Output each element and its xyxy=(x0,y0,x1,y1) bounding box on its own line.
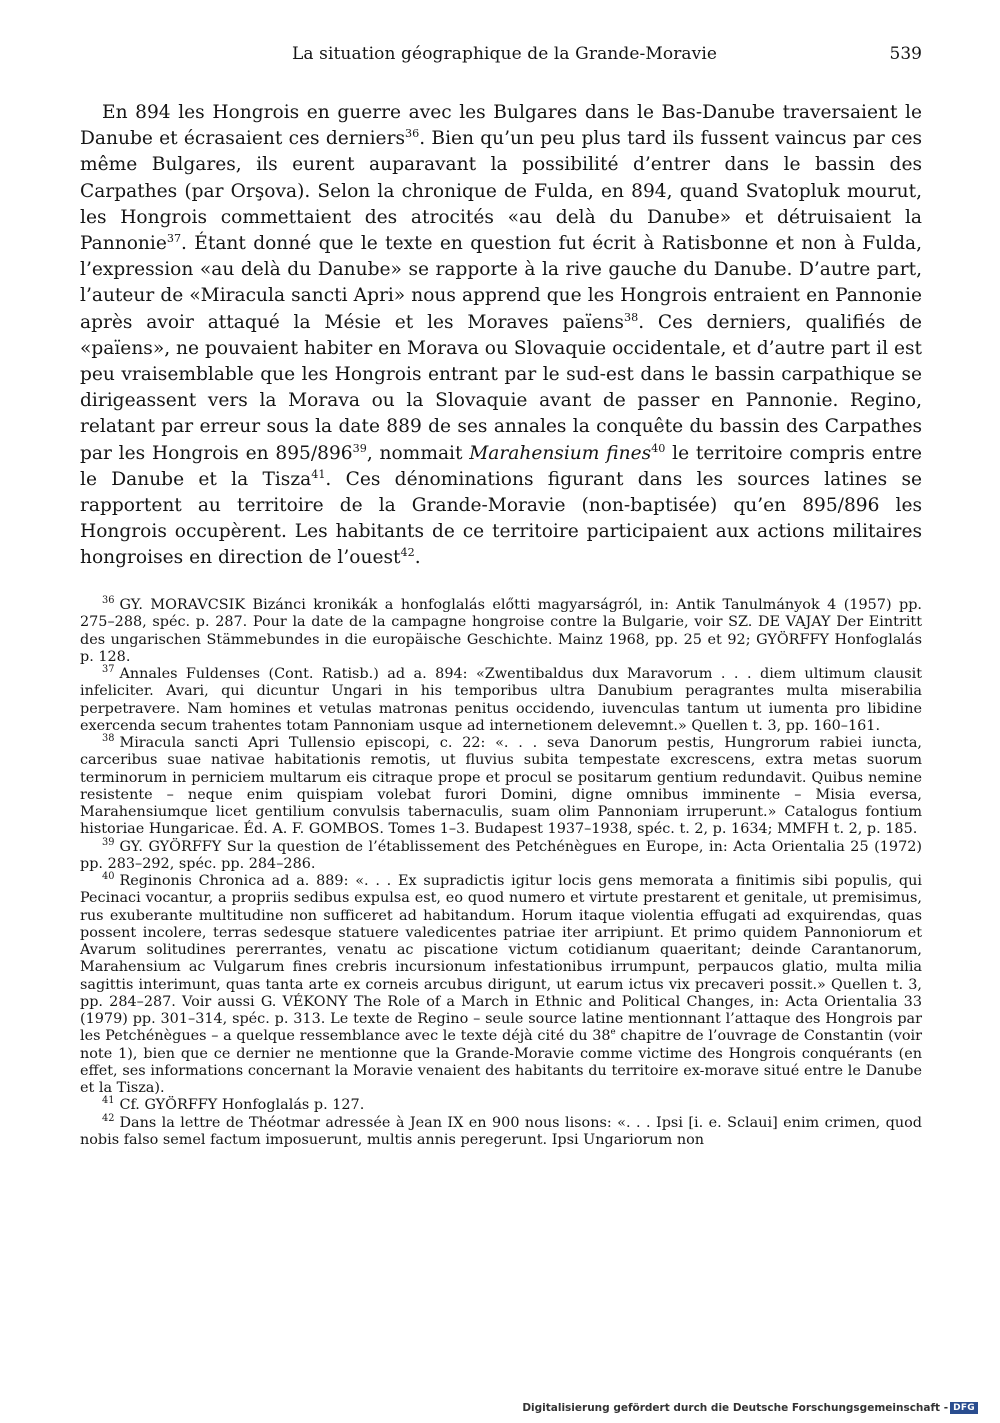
footnote-text: Annales Fuldenses (Cont. Ratisb.) ad a. 894: «Zwentibaldus dux Maravorum . . . diem ultimum clausit infeliciter. Avari, qui dicuntur Ungari in his temporibus ultra Danubium peragrantes multa miserabilia perpetravere. Nam homines et vetulas matronas penitus occidendo, iuvenculas tantum ut iumenta pro libidine exercenda secum trahentes totam Pannoniam usque ad internetionem delevemnt.» Quellen t. 3, pp. 160–161. xyxy=(80,666,922,734)
footnote-text: Dans la lettre de Théotmar adressée à Jean IX en 900 nous lisons: «. . . Ipsi [i. e. Sclaui] enim crimen, quod nobis falso semel factum imposuerunt, multis annis peregerunt. Ipsi Ungariorum non xyxy=(80,1114,922,1148)
body-text: . Ces dénominations figurant dans les sources latines se rapportent au territoire de la Grande-Moravie (non-baptisée) qu’en 895/896 les Hongrois occupèrent. Les habitants de ce territoire participaient aux actions militaires hongroises en direction de l’ouest xyxy=(80,468,922,569)
footnote-text: Bizánci kronikák a honfoglalás előtti magyarságról, in: Antik Tanulmányok 4 (1957) pp. 275–288, spéc. p. 287. Pour la date de la campagne hongroise contre la Bulgarie, voir xyxy=(80,597,922,631)
italic-term: Marahensium fines xyxy=(469,442,652,464)
body-text: En 894 les Hongrois en guerre avec les Bulgares dans le Bas-Danube traversaient le Danube et écrasaient ces derniers xyxy=(80,102,922,150)
funding-text: Digitalisierung gefördert durch die Deutsche Forschungsgemeinschaft - xyxy=(522,1402,949,1414)
ordinal-suffix: e xyxy=(610,1027,616,1038)
main-text xyxy=(80,100,922,572)
footnote-ref-40: 40 xyxy=(651,441,666,455)
footnote-ref-42: 42 xyxy=(400,546,415,560)
body-text: . Ces derniers, qualifiés de «païens», ne pouvaient habiter en Morava ou Slovaquie occidentale, et d’autre part il est peu vraisemblable que les Hongrois entrant par le sud-est dans le bassin carpathique se dirigeassent vers la Morava ou la Slovaquie avant de passer en Pannonie. Regino, relatant par erreur sous la date 889 de ses annales la conquête du bassin des Carpathes par les Hongrois en 895/896 xyxy=(80,311,922,464)
dfg-footer xyxy=(522,1399,978,1417)
author-name: SZ. DE VAJAY xyxy=(728,614,831,631)
footnote-text: chapitre de l’ouvrage de Constantin (voir note 1), bien que ce dernier ne mentionne que la Grande-Moravie comme victime des Hongrois conquérants (en effet, ses informations concernant la Moravie venaient des habitants du territoire ex-morave situé entre le Danube et la Tisza). xyxy=(80,1028,922,1096)
footnote-ref-38: 38 xyxy=(623,310,639,324)
footnote-41 xyxy=(80,1097,922,1114)
footnote-number: 37 xyxy=(102,664,115,676)
footnote-37 xyxy=(80,666,922,735)
body-text: , nommait xyxy=(366,442,470,464)
dfg-logo: DFG xyxy=(950,1402,978,1414)
footnote-number: 36 xyxy=(102,595,115,607)
footnote-text: Honfoglalás p. 128. xyxy=(80,631,922,665)
footnote-text: The Role of a March in Ethnic and Political Changes, in: Acta Orientalia 33 (1979) pp. 301–314, spéc. p. 313. Le texte de Regino – seule source latine mentionnant l’attaque des Hongrois par les Petchénègues – a quelque ressemblance avec le texte déjà cité du 38 xyxy=(80,993,922,1045)
author-name: GY. MORAVCSIK xyxy=(119,597,246,613)
body-paragraph xyxy=(80,100,922,572)
page-number: 539 xyxy=(889,44,922,64)
footnote-text: Sur la question de l’établissement des Petchénègues en Europe, in: Acta Orientalia 25 (1972) pp. 283–292, spéc. pp. 284–286. xyxy=(80,838,922,872)
body-text: . xyxy=(414,547,421,569)
footnote-text: Miracula sancti Apri Tullensio episcopi, c. 22: «. . . seva Danorum pestis, Hungrorum rabiei iuncta, carceribus suae nativae habitationis remotis, ut fluvius subita tempestate excrescens, extra metas suorum terminorum in perniciem multarum eis citraque prope et procul se positarum gentium redundavit. Quibus nemine resistente – neque enim quispiam volebat furori Domini, digne omnibus imminente – Misia eversa, Marahensiumque licet gentilium convulsis tabernaculis, suam olim Pannoniam irruperunt.» Catalogus fontium historiae Hungaricae. Éd. A. F. xyxy=(80,735,922,838)
body-text: . Étant donné que le texte en question fut écrit à Ratisbonne et non à Fulda, l’expression «au delà du Danube» se rapporte à la rive gauche du Danube. D’autre part, l’auteur de «Miracula sancti Apri» nous apprend que les Hongrois entraient en Pannonie après avoir attaqué la Mésie et les Moraves païens xyxy=(80,233,922,333)
footnote-ref-36: 36 xyxy=(405,127,420,141)
footnote-number: 40 xyxy=(102,871,115,883)
footnote-number: 38 xyxy=(102,733,115,745)
footnote-number: 41 xyxy=(102,1095,115,1107)
author-name: GYÖRFFY xyxy=(144,1097,218,1114)
footnote-36 xyxy=(80,597,922,666)
author-name: G. VÉKONY xyxy=(260,993,348,1010)
footnote-number: 42 xyxy=(102,1112,115,1124)
footnote-ref-37: 37 xyxy=(166,231,182,245)
footnote-text: Cf. xyxy=(119,1097,145,1114)
running-head xyxy=(92,44,922,70)
footnote-text: Honfoglalás p. 127. xyxy=(217,1097,365,1114)
author-name: GYÖRFFY xyxy=(756,631,829,648)
footnote-text: . Tomes 1–3. Budapest 1937–1938, spéc. t. 2, p. 1634; MMFH t. 2, p. 185. xyxy=(379,821,918,838)
footnote-ref-39: 39 xyxy=(352,441,367,455)
footnote-ref-41: 41 xyxy=(311,467,326,481)
footnote-40 xyxy=(80,873,922,1097)
footnote-number: 39 xyxy=(102,836,115,848)
running-title: La situation géographique de la Grande-Moravie xyxy=(292,44,718,64)
footnote-42 xyxy=(80,1112,922,1150)
body-text: . Bien qu’un peu plus tard ils fussent vaincus par ces même Bulgares, ils eurent auparavant la possibilité d’entrer dans le bassin des Carpathes (par Orşova). Selon la chronique de Fulda, en 894, quand Svatopluk mourut, les Hongrois commettaient des atrocités «au delà du Danube» et détruisaient la Pannonie xyxy=(80,128,922,255)
footnote-text: Der Eintritt des ungarischen Stämmebundes in die europäische Geschichte. Mainz 1968, pp. 25 et 92; xyxy=(80,614,922,648)
author-name: GOMBOS xyxy=(308,821,380,838)
footnote-38 xyxy=(80,735,922,839)
body-text: le territoire compris entre le Danube et la Tisza xyxy=(80,442,923,490)
author-name: GY. GYÖRFFY xyxy=(119,838,222,855)
footnote-text: Reginonis Chronica ad a. 889: «. . . Ex supradictis igitur locis gens memorata a finitimis sibi populis, qui Pecinaci vocantur, a propriis sedibus expulsa est, eo quod numero et virtute prestarent et genitale, ut premisimus, rus exuberante multitudine non sufficeret ad habitandum. Horum itaque violentia effugati ad exquirendas, quas possent incolere, terras sedesque statuere valedicentes patriae iter arripiunt. Et primo quidem Pannoniorum et Avarum solitudines pererrantes, venatu ac piscatione victum cotidianum quaeritant; deinde Carantanorum, Marahensium ac Vulgarum fines crebris incursionum infestationibus irrumpunt, perpaucos glatio, multa milia sagittis interimunt, quas tanta arte ex corneis arcubus dirigunt, ut earum ictus vix precaveri possit.» Quellen t. 3, pp. 284–287. Voir aussi xyxy=(80,873,922,1010)
footnotes xyxy=(80,597,922,1149)
footnote-39 xyxy=(80,836,922,874)
